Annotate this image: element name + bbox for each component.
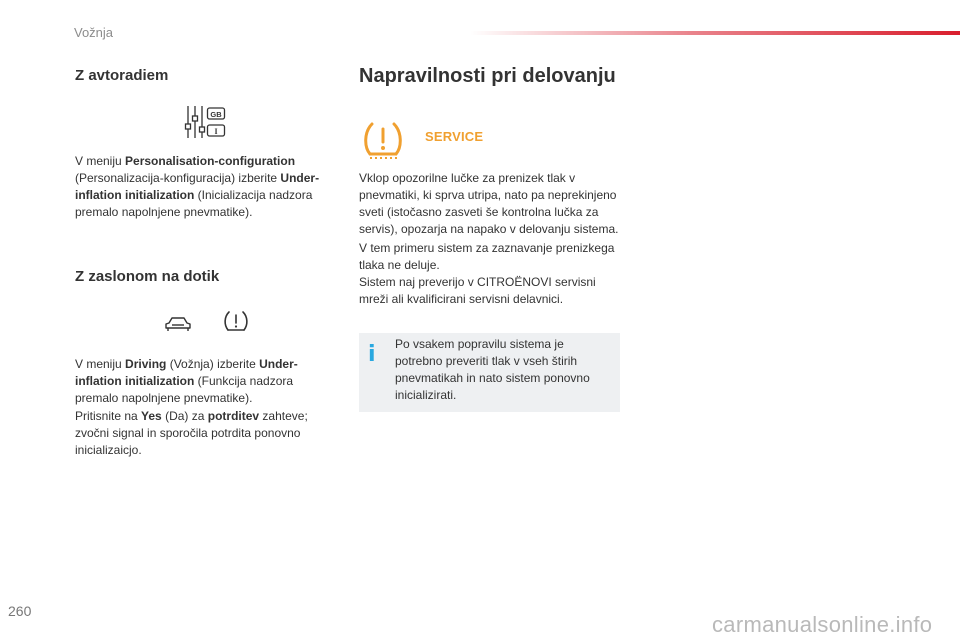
i-badge-text: I [214,126,218,136]
malfunction-advice-line1: V tem primeru sistem za zaznavanje prenizkega tlaka ne deluje. [359,241,615,272]
touchscreen-instructions-1: V meniju Driving (Vožnja) izberite Under-inflation initialization (Funkcija nadzora premalo napolnjene pnevmatike). [75,357,298,405]
malfunction-advice-line2: Sistem naj preverijo v CITROËNOVI servisni mreži ali kvalificirani servisni delavnici. [359,275,596,306]
tire-warning-orange-icon [362,121,404,161]
page-header-title: Vožnja [74,25,114,40]
gb-badge-text: GB [210,109,222,119]
malfunction-advice [359,240,621,308]
tire-pressure-warning-icon [222,309,250,335]
radio-instructions: V meniju Personalisation-configuration (Personalizacija-konfiguracija) izberite Under-inflation initialization (Inicializacija nadzora premalo napolnjene pnevmatike). [75,154,320,219]
touchscreen-instructions-2: Pritisnite na Yes (Da) za potrditev zahteve; zvočni signal in sporočila potrdita ponovno inicializaicjo. [75,409,308,457]
header-accent-bar [470,31,960,35]
watermark: carmanualsonline.info [712,612,933,637]
car-icon [163,314,193,334]
section-heading-touchscreen: Z zaslonom na dotik [75,268,220,285]
service-warning-label: SERVICE [425,129,484,144]
section-heading-malfunctions: Napravilnosti pri delovanju [359,65,616,87]
section-heading-radio: Z avtoradiem [75,67,169,84]
page-number: 260 [8,603,32,619]
info-box [359,333,620,412]
info-text: Po vsakem popravilu sistema je potrebno preveriti tlak v vseh štirih pnevmatikah in nato sistem ponovno inicializirati. [395,337,590,402]
info-icon: i [368,342,376,367]
malfunction-description: Vklop opozorilne lučke za prenizek tlak v pnevmatiki, ki sprva utripa, nato pa neprekinjeno sveti (istočasno zasveti še kontrolna lučka za servis), opozarja na napako v delovanju sistema. [359,171,619,236]
settings-sliders-icon [183,104,227,140]
